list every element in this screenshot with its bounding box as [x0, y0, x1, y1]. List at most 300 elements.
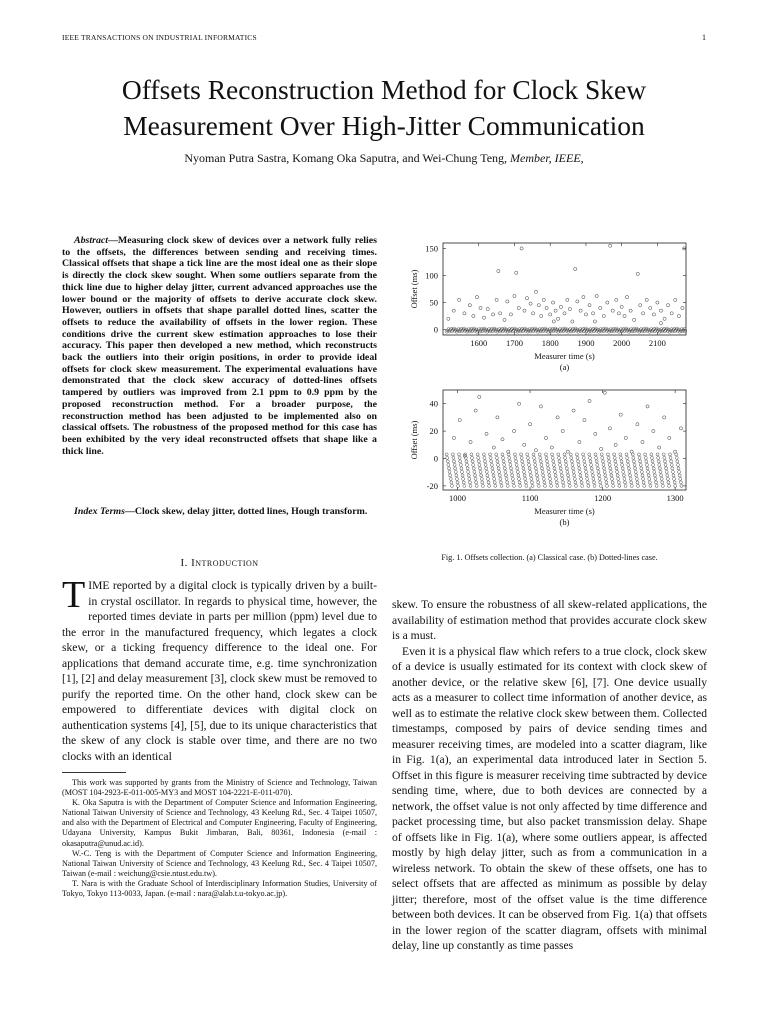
dotted-line-point	[617, 481, 620, 484]
dotted-line-point	[635, 474, 638, 477]
outlier-point	[563, 312, 566, 315]
dotted-line-point	[487, 481, 490, 484]
dotted-line-point	[611, 481, 614, 484]
dotted-line-point	[658, 467, 661, 470]
dotted-line-point	[486, 477, 489, 480]
dotted-line-point	[474, 477, 477, 480]
dotted-line-point	[495, 456, 498, 459]
dotted-line-point	[455, 474, 458, 477]
dotted-line-point	[498, 474, 501, 477]
dotted-line-point	[481, 481, 484, 484]
dotted-line-point	[554, 470, 557, 473]
dotted-line-point	[550, 484, 553, 487]
outlier-point	[474, 409, 477, 412]
x-tick-label: 1700	[505, 338, 523, 348]
dotted-line-point	[624, 484, 627, 487]
dotted-line-point	[632, 460, 635, 463]
dotted-line-point	[477, 456, 480, 459]
footnote-author-teng: W.-C. Teng is with the Department of Computer Science and Information Engineering, National Taiwan University of Science and Technology, 43 Keelung Rd., Sec. 4 Taipei 10507, Taiwan (e-mail : weichung@csie.ntust.edu.tw).	[62, 848, 377, 878]
dotted-line-point	[459, 460, 462, 463]
dotted-line-point	[660, 474, 663, 477]
dotted-line-point	[540, 463, 543, 466]
dotted-line-point	[586, 481, 589, 484]
outlier-point	[658, 446, 661, 449]
outlier-point	[534, 290, 537, 293]
dotted-line-point	[462, 481, 465, 484]
dotted-line-point	[460, 470, 463, 473]
dotted-line-point	[512, 484, 515, 487]
dotted-line-point	[565, 463, 568, 466]
dotted-line-point	[510, 467, 513, 470]
dotted-line-point	[523, 470, 526, 473]
dotted-line-point	[650, 456, 653, 459]
outlier-point	[595, 294, 598, 297]
dotted-line-point	[599, 484, 602, 487]
dotted-line-point	[664, 463, 667, 466]
dotted-line-point	[626, 460, 629, 463]
dotted-line-point	[502, 456, 505, 459]
dotted-line-point	[449, 474, 452, 477]
outlier-point	[486, 307, 489, 310]
dotted-line-point	[661, 481, 664, 484]
dotted-line-point	[551, 456, 554, 459]
dotted-line-point	[469, 484, 472, 487]
dotted-line-point	[448, 470, 451, 473]
dotted-line-point	[635, 477, 638, 480]
dotted-line-point	[629, 477, 632, 480]
outlier-point	[479, 306, 482, 309]
dotted-line-point	[503, 463, 506, 466]
dotted-line-point	[564, 460, 567, 463]
dotted-line-point	[546, 463, 549, 466]
footnote-author-saputra: K. Oka Saputra is with the Department of Computer Science and Information Engineering, National Taiwan University of Science and Technology, 43 Keelung Rd., Sec. 4 Taipei 10507, and also with the Department of Electrical and Computer Engineering, Faculty of Engineering, Udayana University, Kampus Bukit Jimbaran, Bali, 80361, Indonesia (e-mail : okasaputra@unud.ac.id).	[62, 798, 377, 848]
outlier-point	[582, 296, 585, 299]
dotted-line-point	[656, 453, 659, 456]
dotted-line-point	[607, 456, 610, 459]
outlier-point	[667, 304, 670, 307]
dotted-line-point	[659, 470, 662, 473]
dotted-line-point	[463, 484, 466, 487]
footnotes	[62, 778, 377, 899]
dotted-line-point	[533, 456, 536, 459]
dotted-line-point	[662, 453, 665, 456]
outlier-point	[588, 399, 591, 402]
outlier-point	[591, 312, 594, 315]
dotted-line-point	[515, 463, 518, 466]
outlier-point	[556, 317, 559, 320]
dotted-line-point	[470, 453, 473, 456]
dotted-line-point	[575, 453, 578, 456]
outlier-point	[552, 320, 555, 323]
dotted-line-point	[503, 467, 506, 470]
index-terms-text: —Clock skew, delay jitter, dotted lines, Hough transform.	[124, 506, 368, 517]
dotted-line-point	[574, 484, 577, 487]
dotted-line-point	[608, 460, 611, 463]
dotted-line-point	[619, 456, 622, 459]
dotted-line-point	[648, 481, 651, 484]
paper-title	[40, 72, 728, 144]
dotted-line-point	[450, 484, 453, 487]
dotted-line-point	[637, 453, 640, 456]
dotted-line-point	[504, 474, 507, 477]
outlier-point	[523, 443, 526, 446]
dotted-line-point	[596, 463, 599, 466]
dotted-line-point	[609, 470, 612, 473]
dotted-line-point	[668, 484, 671, 487]
dotted-line-point	[515, 460, 518, 463]
dotted-line-point	[630, 481, 633, 484]
dotted-line-point	[591, 470, 594, 473]
dotted-line-point	[484, 460, 487, 463]
dotted-line-point	[543, 484, 546, 487]
outlier-point	[545, 306, 548, 309]
dotted-line-point	[499, 477, 502, 480]
outlier-point	[636, 272, 639, 275]
dotted-line-point	[579, 474, 582, 477]
dotted-line-point	[572, 467, 575, 470]
dotted-line-point	[653, 474, 656, 477]
dotted-line-point	[447, 463, 450, 466]
dotted-line-point	[568, 481, 571, 484]
dotted-line-point	[649, 484, 652, 487]
dotted-line-point	[621, 463, 624, 466]
dotted-line-point	[593, 484, 596, 487]
dotted-line-point	[508, 456, 511, 459]
outlier-point	[566, 298, 569, 301]
dotted-line-point	[508, 460, 511, 463]
dotted-line-point	[585, 474, 588, 477]
dotted-line-point	[548, 474, 551, 477]
dotted-line-point	[596, 467, 599, 470]
dotted-line-point	[582, 453, 585, 456]
dotted-line-point	[545, 456, 548, 459]
dotted-line-point	[493, 477, 496, 480]
dotted-line-point	[488, 484, 491, 487]
outlier-point	[559, 305, 562, 308]
index-terms-label: Index Terms	[74, 506, 125, 517]
paragraph-clock-skew: Even it is a physical flaw which refers to a true clock, clock skew of a device is usually estimated for its context with clock skew of another device, or the relative skew [6], [7]. One device usually acts as a measurer to collect time information of another device, as well as to estimate the relative clock skew between them. Collected timestamps, composed by pairs of device sending times and measurer receiving times, are modeled into a scatter diagram, like in Fig. 1(a), an experimental data introduced later in Section 5. Offset in this figure is measurer receiving time subtracted by device sending time, where, due to both devices are connected by a network, the offset value is not only affected by time difference and packet processing time, but also packet transmission delay. Shape of offsets like in Fig. 1(a), where some outliers appear, is affected mostly by high delay jitter, such as from a communication in a wireless network. To obtain the skew of these offsets, one has to select offsets that are affected as minimum as possible by delay jitter; therefore, most of the offset value is the time difference between both devices. It can be observed from Fig. 1(a) that offsets in the lower region of the scatter diagram, offsets with minimal delay, line up constantly as time passes	[392, 644, 707, 952]
dotted-line-point	[618, 484, 621, 487]
outlier-point	[630, 450, 633, 453]
dotted-line-point	[652, 467, 655, 470]
dotted-line-point	[454, 470, 457, 473]
index-terms	[62, 506, 377, 518]
y-tick-label: 40	[429, 398, 438, 409]
dotted-line-point	[517, 477, 520, 480]
dotted-line-point	[680, 484, 683, 487]
outlier-point	[674, 450, 677, 453]
dotted-line-point	[605, 484, 608, 487]
x-tick-label: 2100	[648, 338, 666, 348]
dotted-line-point	[494, 484, 497, 487]
dotted-line-point	[450, 481, 453, 484]
dotted-line-point	[588, 456, 591, 459]
dotted-line-point	[640, 467, 643, 470]
outlier-point	[509, 313, 512, 316]
dotted-line-point	[679, 477, 682, 480]
dotted-line-point	[456, 481, 459, 484]
dotted-line-point	[537, 481, 540, 484]
dotted-line-point	[639, 463, 642, 466]
outlier-point	[574, 267, 577, 270]
dotted-line-point	[669, 456, 672, 459]
x-tick-label: 2000	[613, 338, 631, 348]
outlier-point	[600, 447, 603, 450]
dotted-line-point	[561, 477, 564, 480]
dotted-line-point	[543, 481, 546, 484]
outlier-point	[674, 298, 677, 301]
author-list	[40, 151, 728, 166]
dotted-line-point	[580, 477, 583, 480]
dotted-line-point	[528, 467, 531, 470]
section-number: I.	[180, 557, 188, 569]
dotted-line-point	[496, 460, 499, 463]
dotted-line-point	[558, 460, 561, 463]
dotted-line-point	[477, 460, 480, 463]
dotted-line-point	[601, 460, 604, 463]
abstract	[62, 235, 377, 457]
dotted-line-point	[480, 474, 483, 477]
dotted-line-point	[475, 484, 478, 487]
outlier-point	[659, 321, 662, 324]
outlier-point	[656, 301, 659, 304]
dotted-line-point	[642, 481, 645, 484]
y-tick-label: 50	[429, 297, 438, 308]
dotted-line-point	[603, 467, 606, 470]
dotted-line-point	[480, 477, 483, 480]
title-line-1: Offsets Reconstruction Method for Clock Skew	[121, 74, 647, 105]
dotted-line-point	[614, 463, 617, 466]
outlier-point	[588, 304, 591, 307]
dotted-line-point	[489, 453, 492, 456]
dotted-line-point	[650, 453, 653, 456]
outlier-point	[457, 298, 460, 301]
outlier-point	[525, 297, 528, 300]
dotted-line-point	[568, 484, 571, 487]
dotted-line-point	[557, 456, 560, 459]
outlier-point	[659, 309, 662, 312]
title-line-2: Measurement Over High-Jitter Communication	[123, 110, 645, 141]
dotted-line-point	[586, 477, 589, 480]
outlier-point	[531, 312, 534, 315]
y-axis-label: Offset (ms)	[409, 420, 419, 460]
outlier-point	[642, 312, 645, 315]
outlier-point	[583, 419, 586, 422]
dotted-line-point	[616, 474, 619, 477]
dotted-line-point	[547, 467, 550, 470]
dotted-line-point	[513, 453, 516, 456]
dotted-line-point	[458, 456, 461, 459]
dotted-line-point	[560, 470, 563, 473]
figure-1	[392, 238, 707, 527]
dotted-line-point	[587, 484, 590, 487]
dotted-line-point	[646, 467, 649, 470]
dotted-line-point	[479, 470, 482, 473]
dotted-line-point	[481, 484, 484, 487]
dotted-line-point	[473, 474, 476, 477]
outlier-point	[556, 416, 559, 419]
dotted-line-point	[572, 470, 575, 473]
dotted-line-point	[663, 460, 666, 463]
x-axis-label: Measurer time (s)	[534, 506, 595, 516]
dotted-line-point	[555, 481, 558, 484]
dotted-line-point	[616, 470, 619, 473]
dotted-line-point	[621, 467, 624, 470]
dotted-line-point	[597, 470, 600, 473]
dotted-line-point	[634, 467, 637, 470]
dotted-line-point	[499, 481, 502, 484]
dotted-line-point	[577, 460, 580, 463]
outlier-point	[491, 313, 494, 316]
dotted-line-point	[484, 463, 487, 466]
dotted-line-point	[523, 474, 526, 477]
y-axis-label: Offset (ms)	[409, 269, 419, 309]
author-names: Nyoman Putra Sastra, Komang Oka Saputra, and Wei-Chung Teng,	[184, 151, 508, 165]
dotted-line-point	[459, 463, 462, 466]
journal-header: IEEE TRANSACTIONS ON INDUSTRIAL INFORMATICS	[62, 33, 257, 42]
dotted-line-point	[585, 470, 588, 473]
dotted-line-point	[675, 456, 678, 459]
dotted-line-point	[604, 474, 607, 477]
footnote-funding: This work was supported by grants from the Ministry of Science and Technology, Taiwan (MOST 104-2923-E-011-005-MY3 and MOST 104-2221-E-011-070).	[62, 778, 377, 798]
dotted-line-point	[457, 484, 460, 487]
dotted-line-point	[627, 463, 630, 466]
outlier-point	[554, 309, 557, 312]
dotted-line-point	[520, 453, 523, 456]
outlier-point	[677, 314, 680, 317]
dotted-line-point	[542, 477, 545, 480]
dotted-line-point	[455, 477, 458, 480]
dotted-line-point	[636, 481, 639, 484]
outlier-point	[599, 306, 602, 309]
footnote-rule	[62, 772, 126, 773]
dotted-line-point	[666, 474, 669, 477]
dotted-line-point	[516, 470, 519, 473]
dotted-line-point	[565, 467, 568, 470]
dotted-line-point	[542, 474, 545, 477]
dotted-line-point	[544, 453, 547, 456]
y-tick-label: -20	[426, 480, 438, 491]
dotted-line-point	[608, 463, 611, 466]
outlier-point	[566, 450, 569, 453]
dotted-line-point	[614, 460, 617, 463]
dotted-line-point	[475, 481, 478, 484]
outlier-point	[496, 416, 499, 419]
x-tick-label: 1600	[470, 338, 488, 348]
dotted-line-point	[666, 477, 669, 480]
outlier-point	[503, 318, 506, 321]
dotted-line-point	[500, 484, 503, 487]
dotted-line-point	[674, 484, 677, 487]
outlier-point	[528, 423, 531, 426]
dotted-line-point	[580, 481, 583, 484]
dotted-line-point	[653, 470, 656, 473]
dotted-line-point	[549, 481, 552, 484]
outlier-point	[572, 409, 575, 412]
dotted-line-point	[536, 477, 539, 480]
outlier-point	[629, 309, 632, 312]
dotted-line-point	[611, 477, 614, 480]
dotted-line-point	[472, 463, 475, 466]
dotted-line-point	[626, 456, 629, 459]
dotted-line-point	[567, 474, 570, 477]
y-tick-label: 0	[433, 453, 438, 464]
dotted-line-point	[557, 453, 560, 456]
outlier-point	[645, 298, 648, 301]
dotted-line-point	[671, 467, 674, 470]
dotted-line-point	[678, 474, 681, 477]
dotted-line-point	[533, 460, 536, 463]
dotted-line-point	[625, 453, 628, 456]
outlier-point	[625, 296, 628, 299]
dotted-line-point	[622, 470, 625, 473]
dotted-line-point	[663, 456, 666, 459]
dotted-line-point	[670, 460, 673, 463]
dotted-line-point	[673, 481, 676, 484]
dotted-line-point	[452, 456, 455, 459]
dotted-line-point	[627, 467, 630, 470]
dotted-line-point	[576, 456, 579, 459]
dotted-line-point	[560, 474, 563, 477]
dotted-line-point	[458, 453, 461, 456]
paragraph-continuation: skew. To ensure the robustness of all skew-related applications, the availability of estimation method that provides accurate clock skew is a must.	[392, 598, 707, 642]
outlier-point	[606, 301, 609, 304]
panel-label: (b)	[559, 517, 570, 527]
outlier-point	[518, 402, 521, 405]
dotted-line-point	[445, 453, 448, 456]
dotted-line-point	[639, 460, 642, 463]
drop-cap: T	[62, 574, 86, 616]
dotted-line-point	[512, 481, 515, 484]
dotted-line-point	[532, 453, 535, 456]
dotted-line-point	[483, 456, 486, 459]
outlier-point	[584, 313, 587, 316]
outlier-point	[652, 313, 655, 316]
plot-frame	[443, 390, 686, 490]
outlier-point	[636, 423, 639, 426]
dotted-line-point	[577, 463, 580, 466]
dotted-line-point	[590, 463, 593, 466]
chart-panel-b	[409, 390, 686, 527]
x-tick-label: 1200	[594, 493, 612, 503]
outlier-point	[463, 312, 466, 315]
outlier-point	[469, 440, 472, 443]
dotted-line-point	[485, 470, 488, 473]
dotted-line-point	[495, 453, 498, 456]
dotted-line-point	[490, 463, 493, 466]
dotted-line-point	[624, 481, 627, 484]
dotted-line-point	[628, 470, 631, 473]
dotted-line-point	[531, 484, 534, 487]
section-title: Introduction	[191, 557, 259, 569]
dotted-line-point	[582, 456, 585, 459]
outlier-point	[539, 405, 542, 408]
dotted-line-point	[570, 460, 573, 463]
outlier-point	[495, 298, 498, 301]
dotted-line-point	[552, 460, 555, 463]
outlier-point	[649, 306, 652, 309]
outlier-point	[646, 405, 649, 408]
dotted-line-point	[562, 484, 565, 487]
dotted-line-point	[471, 460, 474, 463]
dotted-line-point	[566, 470, 569, 473]
outlier-point	[515, 271, 518, 274]
dotted-line-point	[486, 474, 489, 477]
dotted-line-point	[520, 456, 523, 459]
dotted-line-point	[602, 463, 605, 466]
dotted-line-point	[493, 481, 496, 484]
dotted-line-point	[453, 460, 456, 463]
